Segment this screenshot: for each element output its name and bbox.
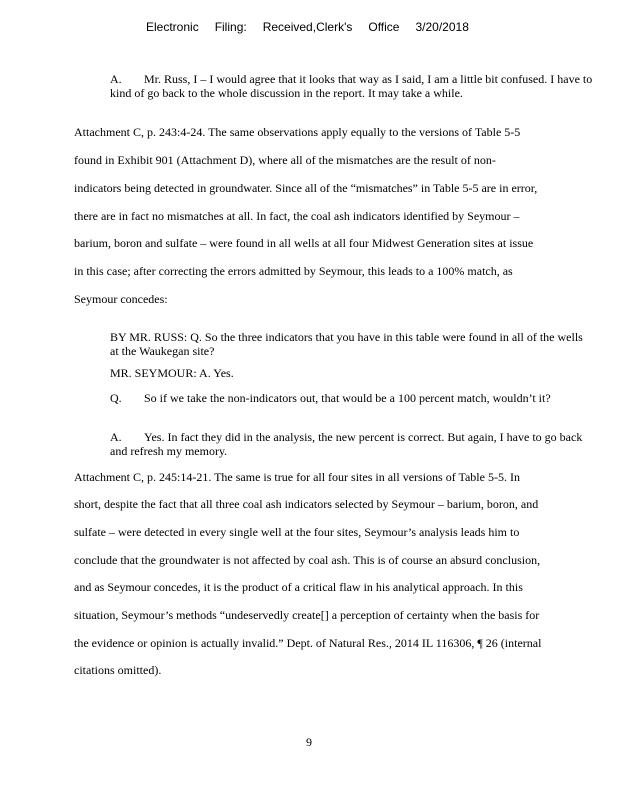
quote-question-2 [110,391,594,405]
quote-answer-block [110,366,594,380]
quote-speaker-a: A. [110,430,122,444]
quote-speaker-q: Q. [110,391,122,405]
page-number: 9 [306,735,312,749]
body-line: Seymour concedes: [74,292,168,306]
quote-text: So if we take the non-indicators out, that would be a 100 percent match, wouldn’t it? [144,391,551,405]
quote-answer-2 [110,430,594,458]
body-line: in this case; after correcting the errors admitted by Seymour, this leads to a 100% match, as [74,264,513,278]
body-line: indicators being detected in groundwater. Since all of the “mismatches” in Table 5-5 are in error, [74,181,538,195]
quote-speaker-a: A. [110,72,122,86]
body-line: there are in fact no mismatches at all. In fact, the coal ash indicators identified by Seymour – [74,209,520,223]
body-line: citations omitted). [74,663,162,677]
quote-text: Mr. Russ, I – I would agree that it looks that way as I said, I am a little bit confused. I have to kind of go back to the whole discussion in the report. It may take a while. [110,72,593,100]
body-line: conclude that the groundwater is not affected by coal ash. This is of course an absurd conclusion, [74,553,541,567]
body-line: sulfate – were detected in every single well at the four sites, Seymour’s analysis leads him to [74,525,520,539]
header-electronic: Electronic [146,20,199,34]
filing-header [146,20,485,34]
quote-question-block [110,330,594,358]
quote-text: Yes. In fact they did in the analysis, the new percent is correct. But again, I have to go back and refresh my memory. [110,430,583,458]
header-date: 3/20/2018 [415,20,469,34]
quote-text: BY MR. RUSS: Q. So the three indicators that you have in this table were found in all of the wells at the Waukegan site? [110,330,583,358]
body-line: and as Seymour concedes, it is the product of a critical flaw in his analytical approach. In this [74,580,523,594]
quote-answer-1 [110,72,594,100]
body-line: barium, boron and sulfate – were found in all wells at all four Midwest Generation sites at issue [74,236,534,250]
body-line: the evidence or opinion is actually invalid.” Dept. of Natural Res., 2014 IL 116306, ¶ 26 (internal [74,636,542,650]
quote-text: MR. SEYMOUR: A. Yes. [110,366,234,380]
body-line: Attachment C, p. 245:14-21. The same is true for all four sites in all versions of Table 5-5. In [74,470,520,484]
body-line: situation, Seymour’s methods “undeservedly create[] a perception of certainty when the basis for [74,608,540,622]
body-line: Attachment C, p. 243:4-24. The same observations apply equally to the versions of Table 5-5 [74,125,521,139]
body-line: found in Exhibit 901 (Attachment D), where all of the mismatches are the result of non- [74,153,496,167]
header-received: Received,Clerk's [262,20,353,34]
body-line: short, despite the fact that all three coal ash indicators selected by Seymour – barium, boron, and [74,497,539,511]
header-office: Office [368,20,400,34]
header-filing: Filing: [214,20,247,34]
